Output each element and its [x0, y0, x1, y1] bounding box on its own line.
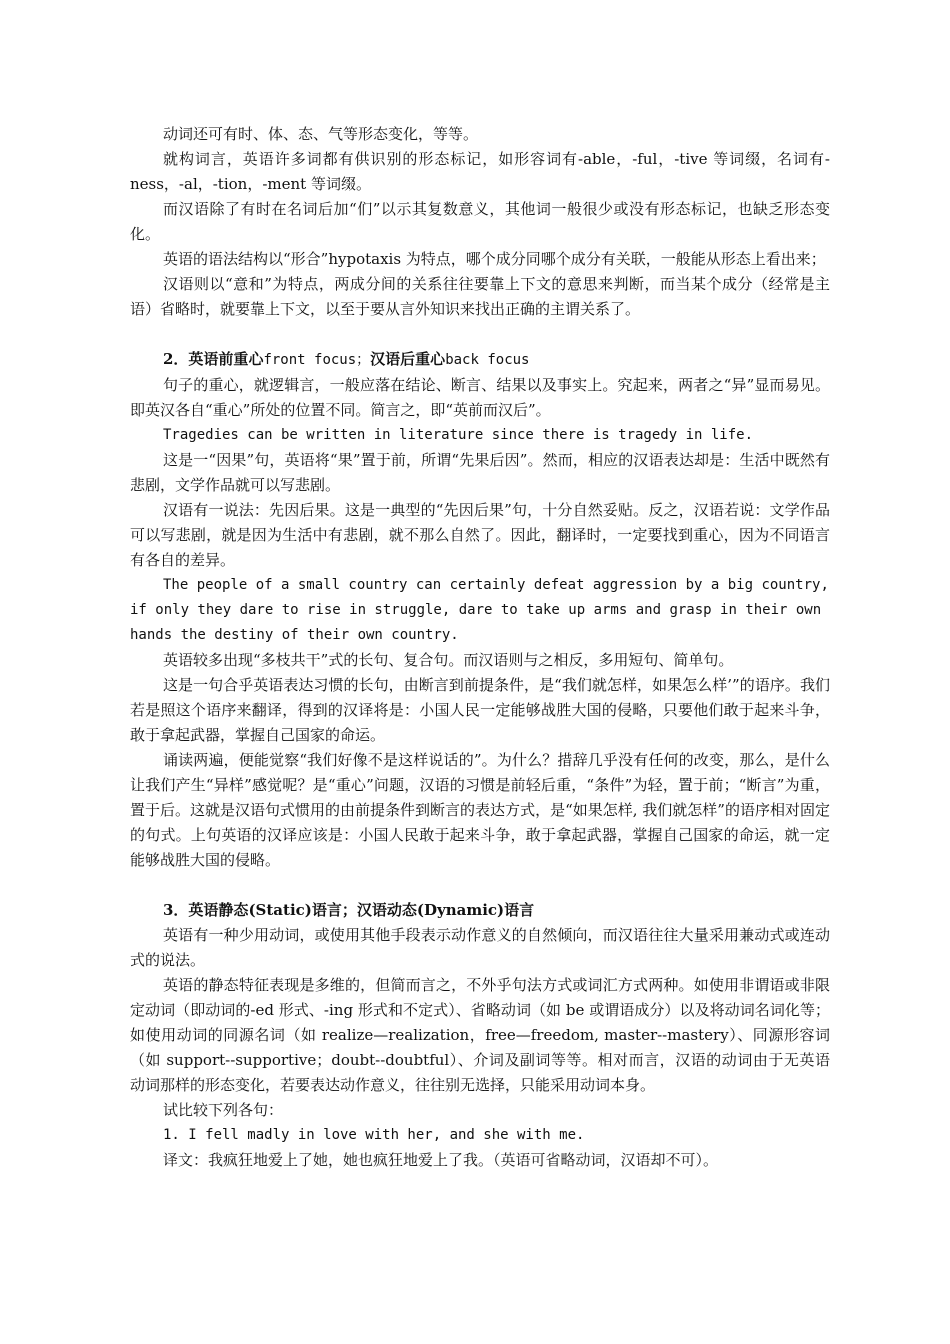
- paragraph: 就构词言，英语许多词都有供识别的形态标记，如形容词有-able，-ful，-tive 等词缀，名词有-ness，-al，-tion，-ment 等词缀。: [130, 150, 830, 193]
- section-heading-2: 2．英语前重心front focus；汉语后重心back focus: [163, 350, 530, 368]
- paragraph: 诵读两遍，便能觉察“我们好像不是这样说话的”。为什么？措辞几乎没有任何的改变，那么，是什么让我们产生“异样”感觉呢？是“重心”问题，汉语的习惯是前轻后重，“条件”为轻，置于前；“断言”为重，置于后。这就是汉语句式惯用的由前提条件到断言的表达方式，是“如果怎样, 我们就怎样”的语序相对固定的句式。上句英语的汉译应该是：小国人民敢于起来斗争，敢于拿起武器，掌握自己国家的命运，就一定能够战胜大国的侵略。: [130, 751, 830, 869]
- paragraph: 句子的重心，就逻辑言，一般应落在结论、断言、结果以及事实上。究起来，两者之“异”显而易见。即英汉各自“重心”所处的位置不同。简言之，即“英前而汉后”。: [130, 376, 830, 419]
- document-page: [130, 122, 830, 1173]
- paragraph: 汉语则以“意和”为特点，两成分间的关系往往要靠上下文的意思来判断，而当某个成分（经常是主语）省略时，就要靠上下文，以至于要从言外知识来找出正确的主谓关系了。: [130, 275, 830, 318]
- paragraph: 汉语有一说法：先因后果。这是一典型的“先因后果”句，十分自然妥贴。反之，汉语若说：文学作品可以写悲剧，就是因为生活中有悲剧，就不那么自然了。因此，翻译时，一定要找到重心，因为不同语言有各自的差异。: [130, 501, 830, 569]
- english-example: 1. I fell madly in love with her, and she with me.: [163, 1127, 585, 1143]
- paragraph: 试比较下列各句：: [163, 1101, 284, 1119]
- paragraph: 英语有一种少用动词，或使用其他手段表示动作意义的自然倾向，而汉语往往大量采用兼动式或连动式的说法。: [130, 926, 830, 969]
- paragraph: 动词还可有时、体、态、气等形态变化，等等。: [163, 125, 479, 143]
- paragraph: 英语较多出现“多枝共干”式的长句、复合句。而汉语则与之相反，多用短句、简单句。: [163, 651, 734, 669]
- paragraph: 这是一“因果”句，英语将“果”置于前，所谓“先果后因”。然而，相应的汉语表达却是：生活中既然有悲剧，文学作品就可以写悲剧。: [130, 451, 830, 494]
- paragraph: 英语的静态特征表现是多维的，但简而言之，不外乎句法方式或词汇方式两种。如使用非谓语或非限定动词（即动词的-ed 形式、-ing 形式和不定式）、省略动词（如 be 或谓语成分）以及将动词名词化等；如使用动词的同源名词（如 realize—realization，free—freedom, master--mastery）、同源形容词（如 support--supportive；doubt--doubtful）、介词及副词等等。相对而言，汉语的动词由于无英语动词那样的形态变化，若要表达动作意义，往往别无选择，只能采用动词本身。: [130, 976, 830, 1094]
- english-example: Tragedies can be written in literature since there is tragedy in life.: [163, 427, 754, 443]
- paragraph: 译文：我疯狂地爱上了她，她也疯狂地爱上了我。（英语可省略动词，汉语却不可）。: [163, 1151, 719, 1169]
- paragraph: 英语的语法结构以“形合”hypotaxis 为特点，哪个成分同哪个成分有关联，一般能从形态上看出来；: [163, 250, 826, 268]
- paragraph: 而汉语除了有时在名词后加“们”以示其复数意义，其他词一般很少或没有形态标记，也缺乏形态变化。: [130, 200, 830, 243]
- english-example: The people of a small country can certainly defeat aggression by a big country, if only they dare to rise in struggle, dare to take up arms and grasp in their own hands the destiny of their own country.: [130, 577, 829, 643]
- section-heading-3: 3．英语静态(Static)语言；汉语动态(Dynamic)语言: [163, 901, 535, 919]
- paragraph: 这是一句合乎英语表达习惯的长句，由断言到前提条件，是“我们就怎样，如果怎么样’”的语序。我们若是照这个语序来翻译，得到的汉译将是：小国人民一定能够战胜大国的侵略，只要他们敢于起来斗争，敢于拿起武器，掌握自己国家的命运。: [130, 676, 830, 744]
